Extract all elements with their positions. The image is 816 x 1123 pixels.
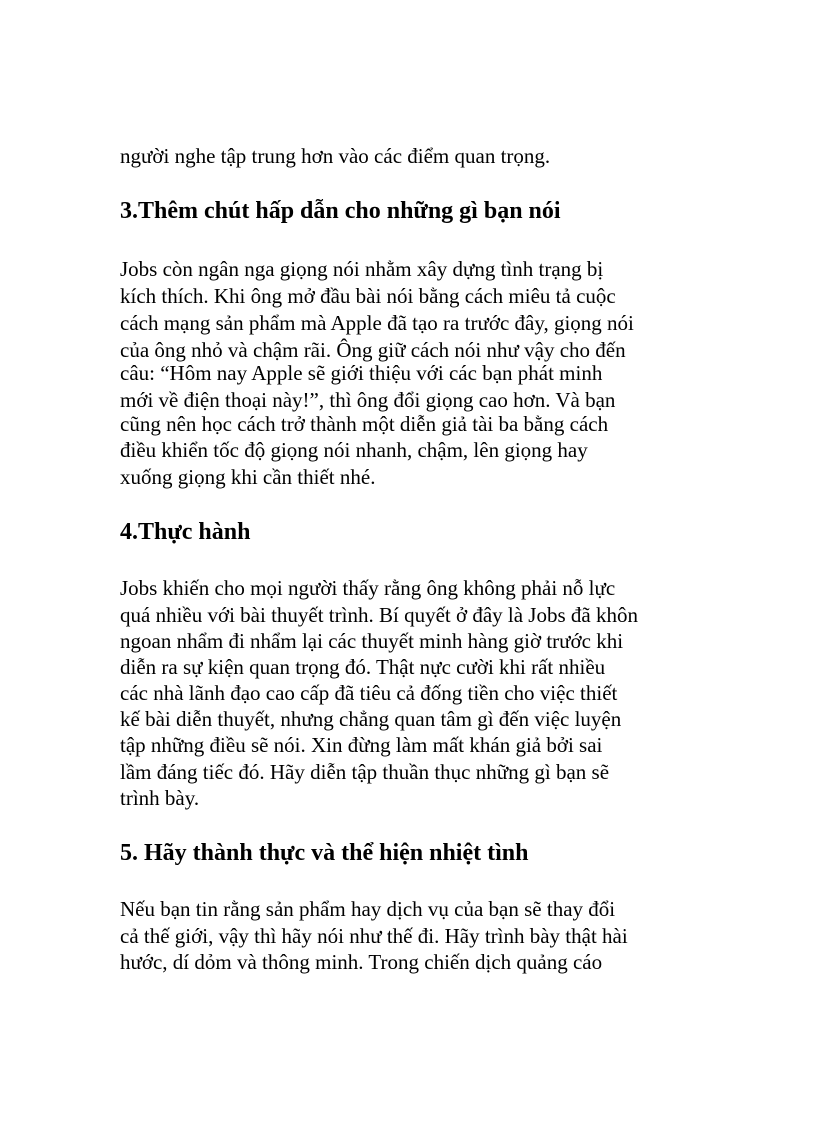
section-3-line: cũng nên học cách trở thành một diễn giả tài ba bằng cách (120, 412, 609, 436)
section-3-line: xuống giọng khi cần thiết nhé. (120, 465, 376, 489)
section-5-line: hước, dí dỏm và thông minh. Trong chiến dịch quảng cáo (120, 950, 603, 974)
section-4-line: Jobs khiến cho mọi người thấy rằng ông không phải nỗ lực (120, 576, 616, 600)
section-3-line: Jobs còn ngân nga giọng nói nhằm xây dựng tình trạng bị (120, 257, 604, 281)
section-3-line: của ông nhỏ và chậm rãi. Ông giữ cách nói như vậy cho đến (120, 338, 626, 362)
section-4-line: tập những điều sẽ nói. Xin đừng làm mất khán giả bởi sai (120, 733, 603, 757)
section-4-line: ngoan nhẩm đi nhẩm lại các thuyết minh hàng giờ trước khi (120, 629, 624, 653)
section-3-heading: 3.Thêm chút hấp dẫn cho những gì bạn nói (120, 198, 561, 224)
section-5-line: Nếu bạn tin rằng sản phẩm hay dịch vụ của bạn sẽ thay đổi (120, 897, 616, 921)
section-3-line: câu: “Hôm nay Apple sẽ giới thiệu với các bạn phát minh (120, 361, 603, 385)
section-4-line: lầm đáng tiếc đó. Hãy diễn tập thuần thục những gì bạn sẽ (120, 760, 610, 784)
section-3-line: mới về điện thoại này!”, thì ông đổi giọng cao hơn. Và bạn (120, 388, 616, 412)
section-4-heading: 4.Thực hành (120, 519, 251, 545)
section-5-line: cả thế giới, vậy thì hãy nói như thế đi. Hãy trình bày thật hài (120, 924, 628, 948)
section-3-line: cách mạng sản phẩm mà Apple đã tạo ra trước đây, giọng nói (120, 311, 634, 335)
section-3-line: điều khiển tốc độ giọng nói nhanh, chậm, lên giọng hay (120, 438, 588, 462)
intro-line: người nghe tập trung hơn vào các điểm quan trọng. (120, 144, 551, 168)
section-4-line: kế bài diễn thuyết, nhưng chẳng quan tâm gì đến việc luyện (120, 707, 622, 731)
section-3-line: kích thích. Khi ông mở đầu bài nói bằng cách miêu tả cuộc (120, 284, 616, 308)
section-4-line: các nhà lãnh đạo cao cấp đã tiêu cả đống tiền cho việc thiết (120, 681, 618, 705)
section-4-line: trình bày. (120, 786, 200, 810)
section-5-heading: 5. Hãy thành thực và thể hiện nhiệt tình (120, 840, 529, 866)
section-4-line: quá nhiều với bài thuyết trình. Bí quyết ở đây là Jobs đã khôn (120, 603, 638, 627)
section-4-line: diễn ra sự kiện quan trọng đó. Thật nực cười khi rất nhiều (120, 655, 606, 679)
